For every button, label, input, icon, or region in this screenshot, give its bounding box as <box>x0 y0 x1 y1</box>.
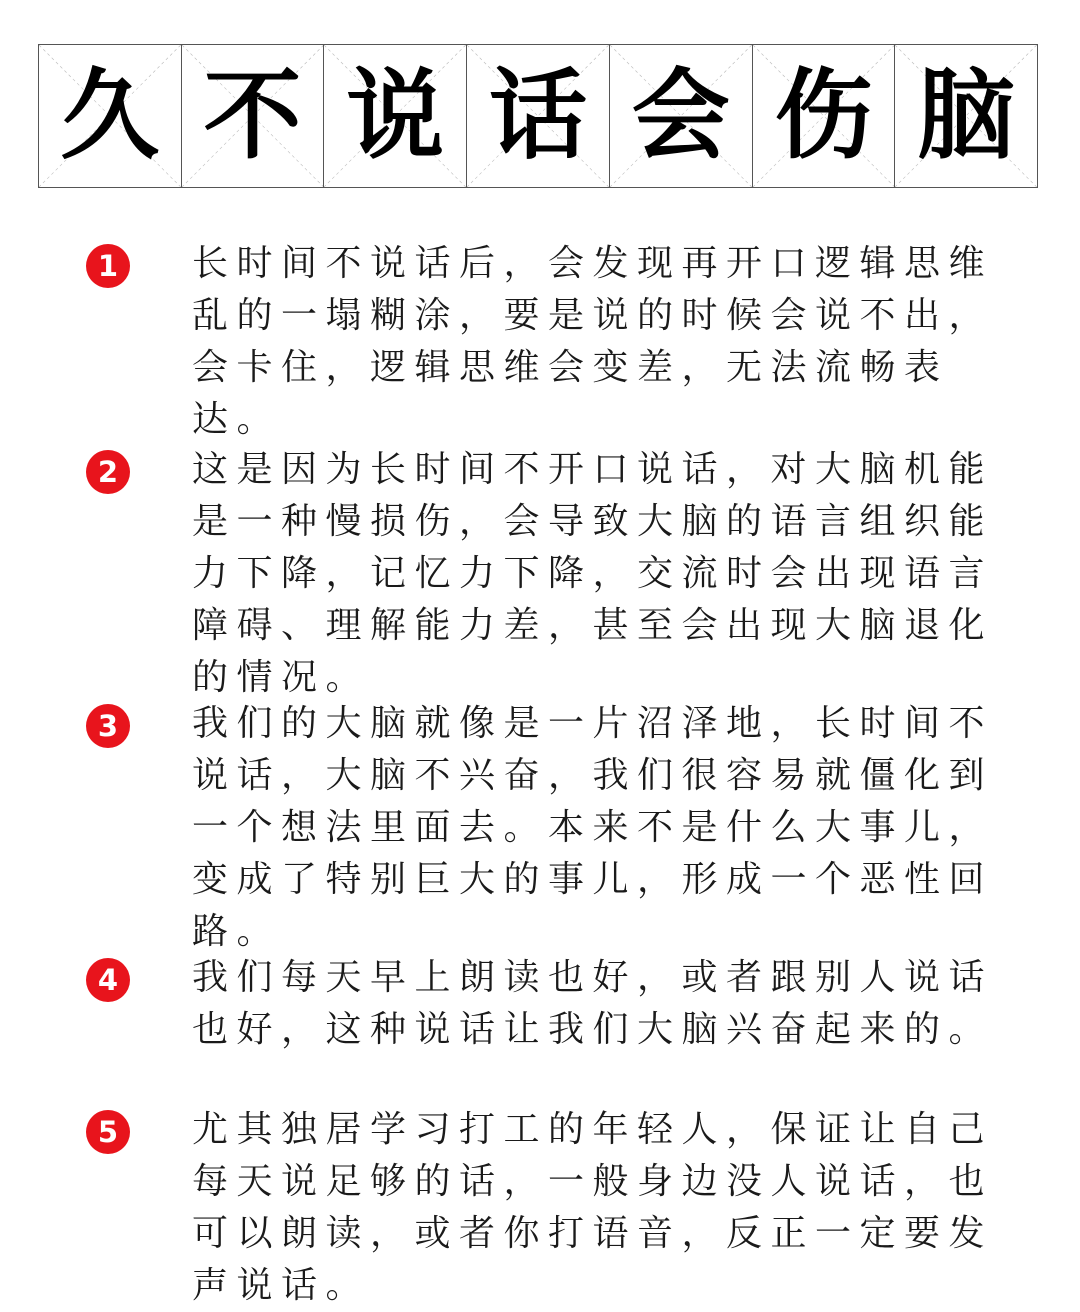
title-cell <box>467 45 610 187</box>
title-cell <box>182 45 325 187</box>
title-char: 伤 <box>774 59 873 173</box>
point-text: 尤其独居学习打工的年轻人，保证让自己每天说足够的话，一般身边没人说话，也可以朗读，或者你打语音，反正一定要发声说话。 <box>192 1109 994 1306</box>
point-text: 长时间不说话后，会发现再开口逻辑思维乱的一塌糊涂，要是说的时候会说不出，会卡住，逻辑思维会变差，无法流畅表达。 <box>192 243 994 440</box>
title-cell <box>39 45 182 187</box>
title-cell <box>753 45 896 187</box>
title-char: 不 <box>203 59 302 173</box>
number-badge: 2 <box>86 450 130 494</box>
number-badge: 3 <box>86 704 130 748</box>
title-cell <box>610 45 753 187</box>
point-text: 我们的大脑就像是一片沼泽地，长时间不说话，大脑不兴奋，我们很容易就僵化到一个想法里面去。本来不是什么大事儿，变成了特别巨大的事儿，形成一个恶性回路。 <box>192 703 994 952</box>
title-char: 说 <box>346 59 445 173</box>
title-cell <box>324 45 467 187</box>
title-char: 脑 <box>917 59 1016 173</box>
title-char: 话 <box>489 59 588 173</box>
point-text: 我们每天早上朗读也好，或者跟别人说话也好，这种说话让我们大脑兴奋起来的。 <box>192 957 994 1050</box>
title-char: 会 <box>631 59 730 173</box>
title-cell <box>895 45 1037 187</box>
point-text: 这是因为长时间不开口说话，对大脑机能是一种慢损伤，会导致大脑的语言组织能力下降，记忆力下降，交流时会出现语言障碍、理解能力差，甚至会出现大脑退化的情况。 <box>192 449 994 698</box>
number-badge: 5 <box>86 1110 130 1154</box>
title-grid <box>38 44 1038 188</box>
number-badge: 1 <box>86 244 130 288</box>
number-badge: 4 <box>86 958 130 1002</box>
title-char: 久 <box>60 59 159 173</box>
